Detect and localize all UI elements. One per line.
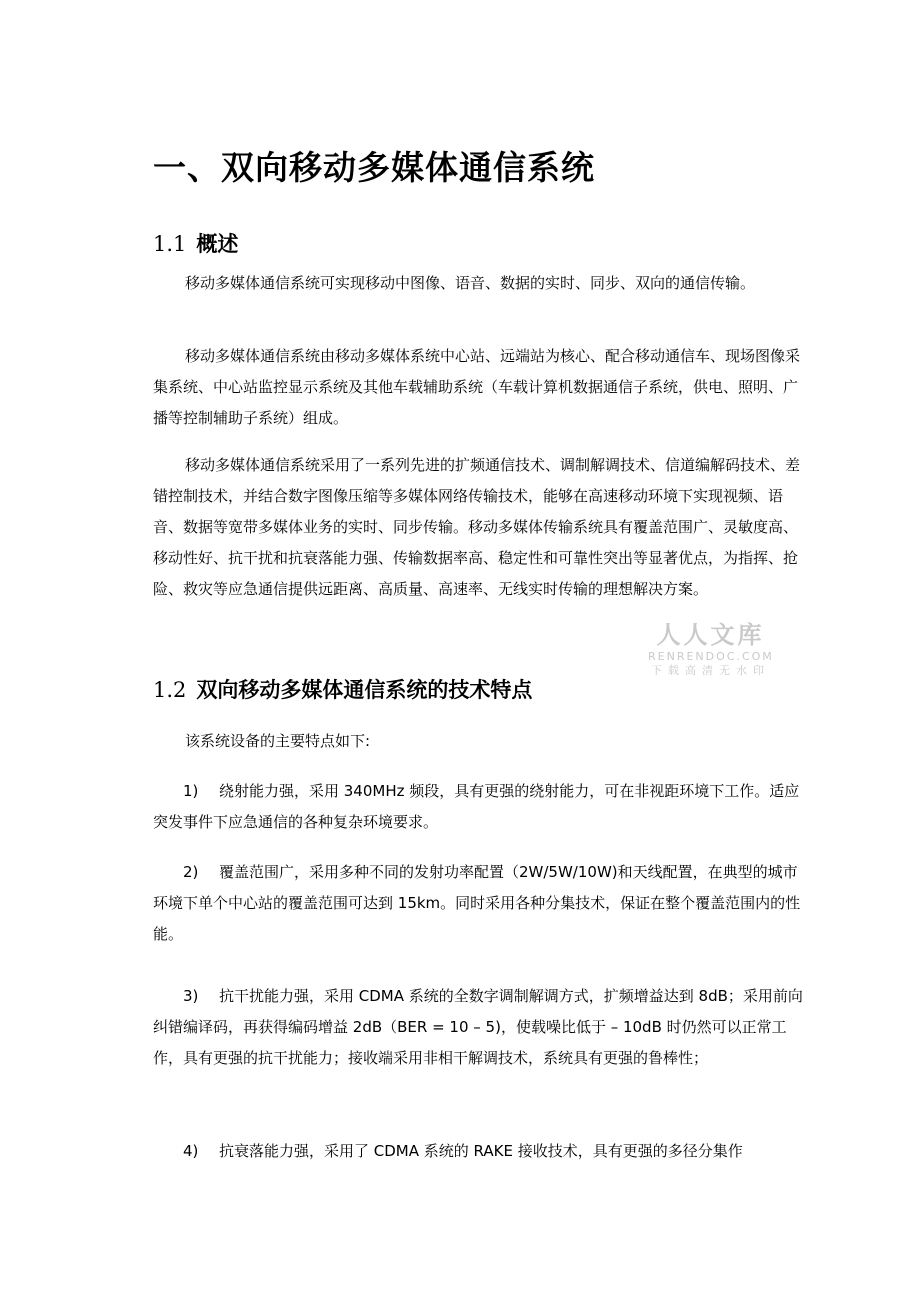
section-title: 概述	[196, 232, 239, 256]
list-item-text: 覆盖范围广，采用多种不同的发射功率配置（2W/5W/10W)和天线配置，在典型的城市环境下单个中心站的覆盖范围可达到 15km。同时采用各种分集技术，保证在整个覆盖范围内的性能。	[153, 863, 801, 943]
list-item-text: 抗干扰能力强，采用 CDMA 系统的全数字调制解调方式，扩频增益达到 8dB；采用前向纠错编译码，再获得编码增益 2dB（BER = 10 – 5)，使载噪比低于 – 10dB 时仍然可以正常工作，具有更强的抗干扰能力；接收端采用非相干解调技术，系统具有更强的鲁棒性；	[153, 987, 803, 1067]
watermark-slogan: 下载高清无水印	[651, 664, 770, 677]
paragraph: 移动多媒体通信系统采用了一系列先进的扩频通信技术、调制解调技术、信道编解码技术、差错控制技术，并结合数字图像压缩等多媒体网络传输技术，能够在高速移动环境下实现视频、语音、数据等宽带多媒体业务的实时、同步传输。移动多媒体传输系统具有覆盖范围广、灵敏度高、移动性好、抗干扰和抗衰落能力强、传输数据率高、稳定性和可靠性突出等显著优点，为指挥、抢险、救灾等应急通信提供远距离、高质量、高速率、无线实时传输的理想解决方案。	[153, 456, 801, 598]
list-item	[153, 981, 803, 1074]
list-item	[153, 857, 803, 950]
watermark-logo	[648, 620, 773, 678]
list-item-number: 4)	[183, 1142, 199, 1160]
list-item-number: 1)	[183, 782, 199, 800]
list-item-text: 抗衰落能力强，采用了 CDMA 系统的 RAKE 接收技术，具有更强的多径分集作	[219, 1142, 743, 1160]
paragraph: 移动多媒体通信系统由移动多媒体系统中心站、远端站为核心、配合移动通信车、现场图像采集系统、中心站监控显示系统及其他车载辅助系统（车载计算机数据通信子系统，供电、照明、广播等控制辅助子系统）组成。	[153, 347, 801, 427]
section-heading-overview	[153, 228, 238, 258]
section-number: 1.2	[153, 678, 187, 702]
paragraph: 移动多媒体通信系统可实现移动中图像、语音、数据的实时、同步、双向的通信传输。	[185, 274, 756, 292]
watermark-title: 人人文库	[656, 621, 765, 649]
section-number: 1.1	[153, 232, 187, 256]
watermark-domain: RENRENDOC.COM	[648, 650, 774, 663]
list-item-text: 绕射能力强，采用 340MHz 频段，具有更强的绕射能力，可在非视距环境下工作。适应突发事件下应急通信的各种复杂环境要求。	[153, 782, 800, 831]
section-title: 双向移动多媒体通信系统的技术特点	[196, 678, 533, 702]
list-item	[153, 776, 803, 838]
section-intro: 该系统设备的主要特点如下:	[185, 732, 371, 750]
section-heading-features	[153, 674, 532, 704]
list-item-number: 2)	[183, 863, 199, 881]
list-item	[153, 1136, 803, 1167]
list-item-number: 3)	[183, 987, 199, 1005]
page-title: 一、双向移动多媒体通信系统	[153, 148, 595, 187]
